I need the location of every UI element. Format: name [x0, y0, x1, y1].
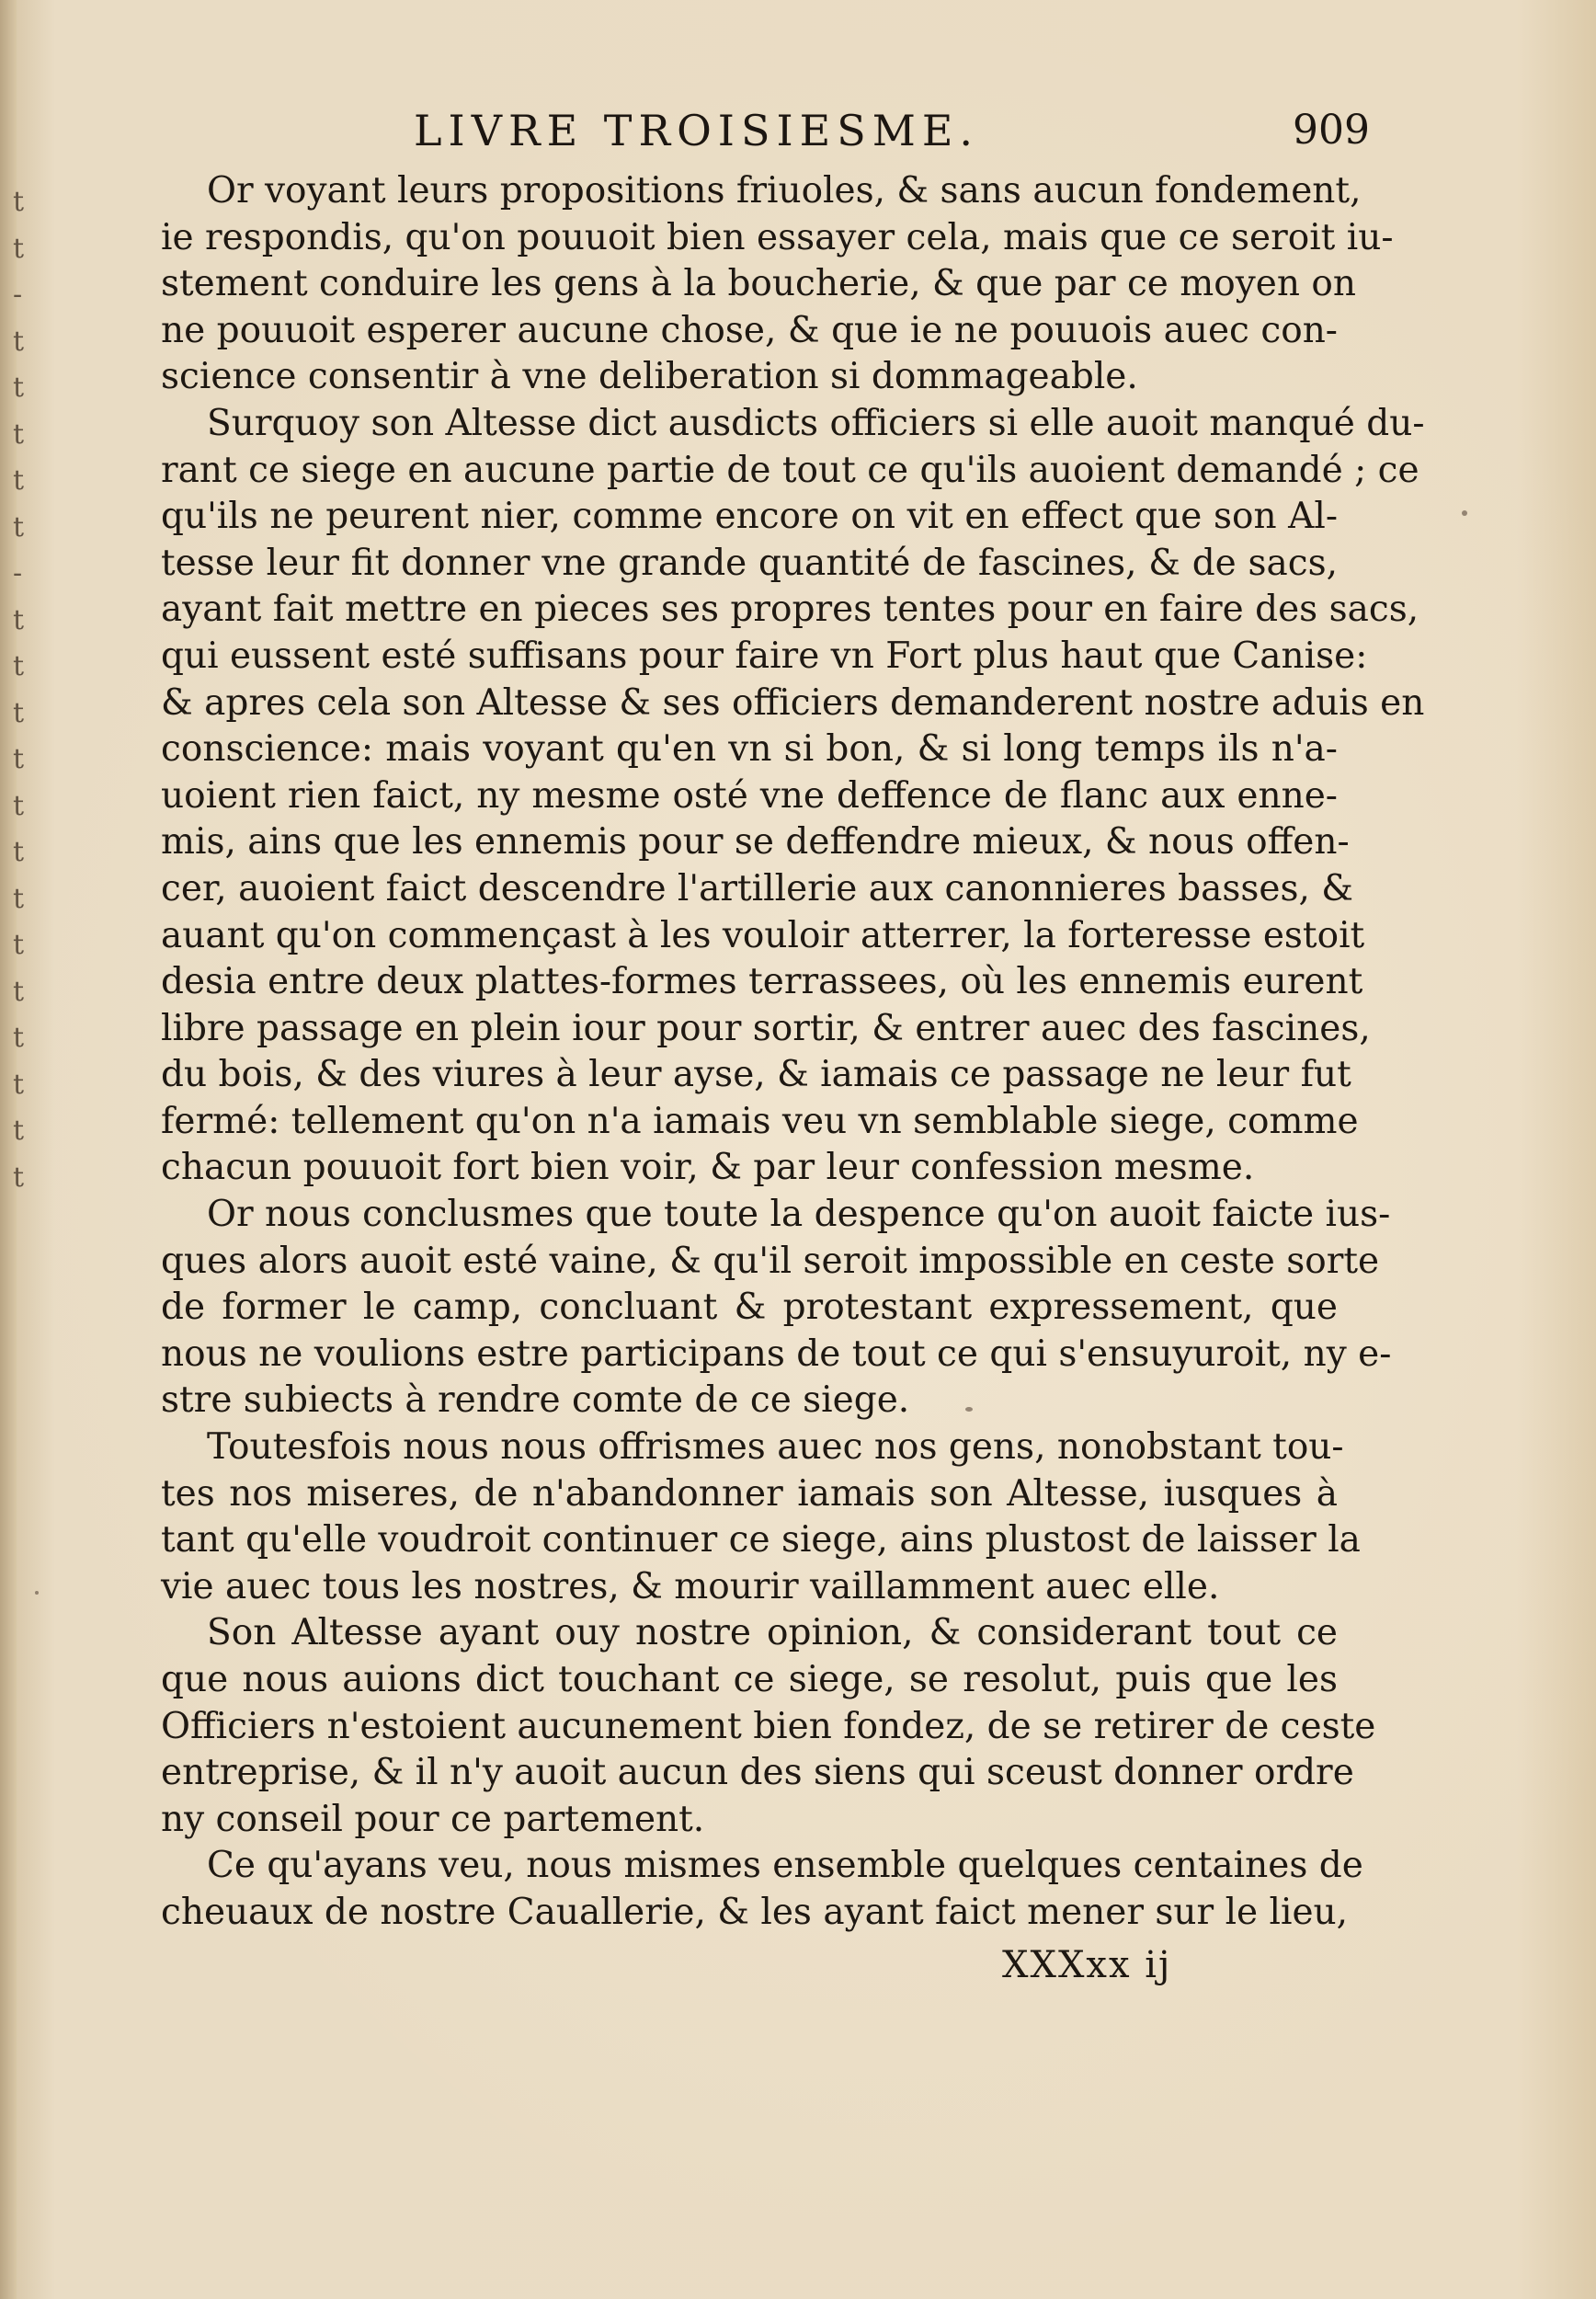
running-title: LIVRE TROISIESME.	[414, 106, 980, 155]
text-line: de former le camp, concluant & protestant expressement, que	[161, 1287, 1338, 1329]
text-line: fermé: tellement qu'on n'a iamais veu vn semblable siege, comme	[161, 1100, 1359, 1142]
text-line: conscience: mais voyant qu'en vn si bon, & si long temps ils n'a-	[161, 728, 1338, 771]
paragraph-first-line: Ce qu'ayans veu, nous mismes ensemble quelques centaines de	[207, 1845, 1363, 1887]
text-line: & apres cela son Altesse & ses officiers demanderent nostre aduis en	[161, 681, 1425, 724]
margin-mark: t	[13, 510, 25, 543]
text-line: ny conseil pour ce partement.	[161, 1798, 705, 1840]
margin-mark: t	[13, 417, 25, 451]
margin-mark: t	[13, 603, 25, 636]
text-line: ques alors auoit esté vaine, & qu'il seroit impossible en ceste sorte	[161, 1240, 1380, 1282]
margin-mark: t	[13, 232, 25, 265]
bleed-through-margin-marks	[13, 179, 40, 1201]
margin-mark: t	[13, 1115, 25, 1147]
margin-mark: t	[13, 372, 25, 404]
text-line: stement conduire les gens à la boucherie, & que par ce moyen on	[161, 263, 1356, 305]
margin-mark: -	[13, 279, 23, 311]
text-line: science consentir à vne deliberation si dommageable.	[161, 356, 1138, 398]
text-line: mis, ains que les ennemis pour se deffendre mieux, & nous offen-	[161, 821, 1350, 864]
page-number: 909	[1293, 107, 1370, 154]
paragraph-first-line: Or voyant leurs propositions friuoles, & sans aucun fondement,	[207, 170, 1362, 212]
text-line: libre passage en plein iour pour sortir, & entrer auec des fascines,	[161, 1007, 1371, 1049]
margin-mark: t	[13, 696, 25, 729]
signature-mark: XXXxx ij	[1002, 1944, 1172, 1986]
margin-mark: t	[13, 975, 25, 1008]
margin-mark: t	[13, 325, 25, 358]
text-line: tant qu'elle voudroit continuer ce siege, ains plustost de laisser la	[161, 1519, 1361, 1561]
margin-mark: t	[13, 743, 25, 775]
paragraph-first-line: Toutesfois nous nous offrismes auec nos gens, nonobstant tou-	[207, 1426, 1344, 1469]
text-line: tes nos miseres, de n'abandonner iamais son Altesse, iusques à	[161, 1472, 1338, 1515]
text-line: stre subiects à rendre comte de ce siege.	[161, 1379, 910, 1422]
margin-mark: t	[13, 464, 25, 497]
paragraph-first-line: Or nous conclusmes que toute la despence qu'on auoit faicte ius-	[207, 1194, 1391, 1236]
text-line: rant ce siege en aucune partie de tout ce qu'ils auoient demandé ; ce	[161, 449, 1419, 491]
text-line: Officiers n'estoient aucunement bien fondez, de se retirer de ceste	[161, 1705, 1376, 1747]
margin-mark: t	[13, 836, 25, 868]
text-line: nous ne voulions estre participans de tout ce qui s'ensuyuroit, ny e-	[161, 1333, 1392, 1375]
text-line: ne pouuoit esperer aucune chose, & que ie ne pouuois auec con-	[161, 309, 1338, 351]
text-line: tesse leur fit donner vne grande quantité de fascines, & de sacs,	[161, 542, 1338, 584]
body-text	[161, 168, 1425, 1937]
paragraph-first-line: Son Altesse ayant ouy nostre opinion, & considerant tout ce	[207, 1612, 1338, 1654]
text-line: entreprise, & il n'y auoit aucun des siens qui sceust donner ordre	[161, 1752, 1354, 1794]
paper-speck	[35, 1591, 39, 1595]
paper-speck	[1462, 510, 1467, 516]
margin-mark: -	[13, 557, 23, 589]
margin-mark: t	[13, 1068, 25, 1101]
margin-mark: t	[13, 1161, 25, 1194]
paper-speck	[965, 1407, 973, 1412]
margin-mark: t	[13, 882, 25, 915]
text-line: ayant fait mettre en pieces ses propres tentes pour en faire des sacs,	[161, 589, 1419, 631]
paragraph-first-line: Surquoy son Altesse dict ausdicts officiers si elle auoit manqué du-	[207, 402, 1425, 444]
margin-mark: t	[13, 186, 25, 218]
text-line: qu'ils ne peurent nier, comme encore on vit en effect que son Al-	[161, 496, 1338, 538]
margin-mark: t	[13, 929, 25, 961]
text-line: cer, auoient faict descendre l'artillerie aux canonnieres basses, &	[161, 867, 1353, 909]
text-line: que nous auions dict touchant ce siege, se resolut, puis que les	[161, 1659, 1338, 1700]
text-line: du bois, & des viures à leur ayse, & iamais ce passage ne leur fut	[161, 1054, 1351, 1096]
margin-mark: t	[13, 789, 25, 822]
text-line: ie respondis, qu'on pouuoit bien essayer cela, mais que ce seroit iu-	[161, 216, 1394, 258]
text-line: cheuaux de nostre Cauallerie, & les ayant faict mener sur le lieu,	[161, 1891, 1349, 1933]
text-line: chacun pouuoit fort bien voir, & par leur confession mesme.	[161, 1147, 1255, 1189]
text-line: vie auec tous les nostres, & mourir vaillamment auec elle.	[161, 1565, 1220, 1607]
text-line: desia entre deux plattes-formes terrassees, où les ennemis eurent	[161, 961, 1363, 1003]
text-line: qui eussent esté suffisans pour faire vn Fort plus haut que Canise:	[161, 635, 1368, 677]
page-header	[395, 103, 1370, 158]
text-line: uoient rien faict, ny mesme osté vne deffence de flanc aux enne-	[161, 774, 1338, 817]
margin-mark: t	[13, 1022, 25, 1054]
text-line: auant qu'on commençast à les vouloir atterrer, la forteresse estoit	[161, 914, 1365, 956]
margin-mark: t	[13, 650, 25, 682]
